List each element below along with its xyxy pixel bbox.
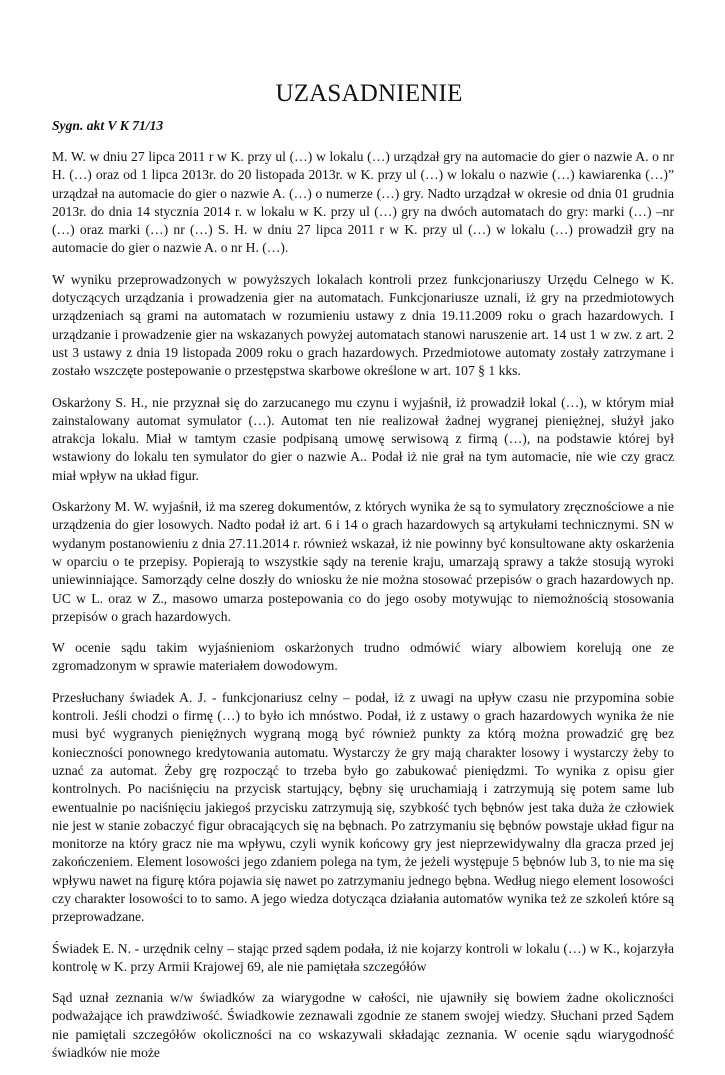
paragraph-court-assessment: W ocenie sądu takim wyjaśnieniom oskarżonych trudno odmówić wiary albowiem korelują one ze zgromadzonym w sprawie materiałem dowodowym. <box>52 640 674 674</box>
paragraph-defendant-sh: Oskarżony S. H., nie przyznał się do zarzucanego mu czynu i wyjaśnił, iż prowadził lokal (…), w którym miał zainstalowany automat symulator (…). Automat ten nie realizował żadnej wygranej pieniężnej, służył jako atrakcja lokalu. Miał w tamtym czasie podpisaną umowę serwisową z firmą (…), na podstawie której był wstawiony do lokalu ten symulator do gier o nazwie A.. Podał iż nie grał na tym automacie, nie wie czy gracz miał wpływ na układ figur. <box>52 394 674 483</box>
paragraph-witness-en: Świadek E. N. - urzędnik celny – stając przed sądem podała, iż nie kojarzy kontroli w lokalu (…) w K., kojarzyła kontrolę w K. przy Armii Krajowej 69, ale nie pamiętała szczegółów <box>52 940 674 974</box>
case-signature: Sygn. akt V K 71/13 <box>52 118 164 133</box>
document-title: UZASADNIENIE <box>275 80 463 107</box>
document-page <box>52 80 674 1075</box>
paragraph-defendant-mw: Oskarżony M. W. wyjaśnił, iż ma szereg dokumentów, z których wynika że są to symulatory zręcznościowe a nie urządzenia do gier losowych. Nadto podał iż art. 6 i 14 o grach hazardowych są artykułami technicznymi. SN w wydanym postanowieniu z dnia 27.11.2014 r. również wskazał, iż nie powinny być konsultowane akty oskarżenia w oparciu o te przepisy. Popierają to wszystkie sądy na terenie kraju, umarzają sprawy a także stosują wyroki uniewinniające. Samorządy celne doszły do wniosku że nie można stosować przepisów o grach hazardowych np. UC w L. oraz w Z., masowo umarza postepowania co do jego osoby motywując to niemożnością stosowania przepisów o grach hazardowych. <box>52 499 674 624</box>
paragraph-customs-inspection: W wyniku przeprowadzonych w powyższych lokalach kontroli przez funkcjonariuszy Urzędu Celnego w K. dotyczących urządzania i prowadzenia gier na automatach. Funkcjonariusze uznali, iż gry na przedmiotowych urządzeniach są grami na automatach w rozumieniu ustawy z dnia 19.11.2009 roku o grach hazardowych. I urządzanie i prowadzenie gier na wskazanych powyżej automatach stanowi naruszenie art. 14 ust 1 w zw. z art. 2 ust 3 ustawy z dnia 19 listopada 2009 roku o grach hazardowych. Przedmiotowe automaty zostały zatrzymane i zostało wszczęte postepowanie o przestępstwa skarbowe określone w art. 107 § 1 kks. <box>52 271 674 379</box>
paragraph-charges: M. W. w dniu 27 lipca 2011 r w K. przy ul (…) w lokalu (…) urządzał gry na automacie do gier o nazwie A. o nr H. (…) oraz od 1 lipca 2013r. do 20 listopada 2013r. w K. przy ul (…) w lokalu o nazwie (…) kawiarenka (…)” urządzał na automacie do gier o nazwie A. (…) o numerze (…) gry. Nadto urządzał w okresie od dnia 01 grudnia 2013r. do dnia 14 stycznia 2014 r. w lokalu w K. przy ul (…) gry na dwóch automatach do gry: marki (…) –nr (…) oraz marki (…) nr (…) S. H. w dniu 27 lipca 2011 r w K. przy ul (…) w lokalu (…) prowadził gry na automacie do gier o nazwie A. o nr H. (…). <box>52 149 674 256</box>
paragraph-witness-credibility: Sąd uznał zeznania w/w świadków za wiarygodne w całości, nie ujawniły się bowiem żadne okoliczności podważające ich prawdziwość. Świadkowie zeznawali zgodnie ze stanem swojej wiedzy. Słuchani przed Sądem nie pamiętali szczegółów okoliczności na co wskazywali składając zeznania. W ocenie sądu wiarygodność świadków nie może <box>52 990 674 1061</box>
paragraph-witness-aj: Przesłuchany świadek A. J. - funkcjonariusz celny – podał, iż z uwagi na upływ czasu nie przypomina sobie kontroli. Jeśli chodzi o firmę (…) to było ich mnóstwo. Podał, iż z ustawy o grach hazardowych wynika że nie musi być wygranych pieniężnych wygraną mogą być również punkty za którą można prowadzić grę bez konieczności ponownego kredytowania automatu. Wystarczy że gry mają charakter losowy i wystarczy żeby to uznać za automat. Żeby grę rozpocząć to trzeba było go zabukować pieniędzmi. To wynika z opisu gier kontrolnych. Po naciśnięciu na przycisk startujący, bębny się uruchamiają i zatrzymują się potem same lub ewentualnie po naciśnięciu jakiegoś przycisku zatrzymują się, szybkość tych bębnów jest taka duża że człowiek nie jest w stanie zobaczyć figur obracających się na bębnach. Po zatrzymaniu się bębnów powstaje układ figur na monitorze na który gracz nie ma wpływu, czyli wynik końcowy gry jest nieprzewidywalny dla gracza przed jej zakończeniem. Element losowości jego zdaniem polega na tym, że jeżeli występuje 5 bębnów lub 3, to nie ma się wpływu nawet na figurę która pojawia się nawet po zatrzymaniu jednego bębna. Według niego element losowości czy charakter losowości to to samo. A jego wiedza dotycząca działania automatów wynika też ze szkoleń które są przeprowadzane. <box>52 689 674 925</box>
